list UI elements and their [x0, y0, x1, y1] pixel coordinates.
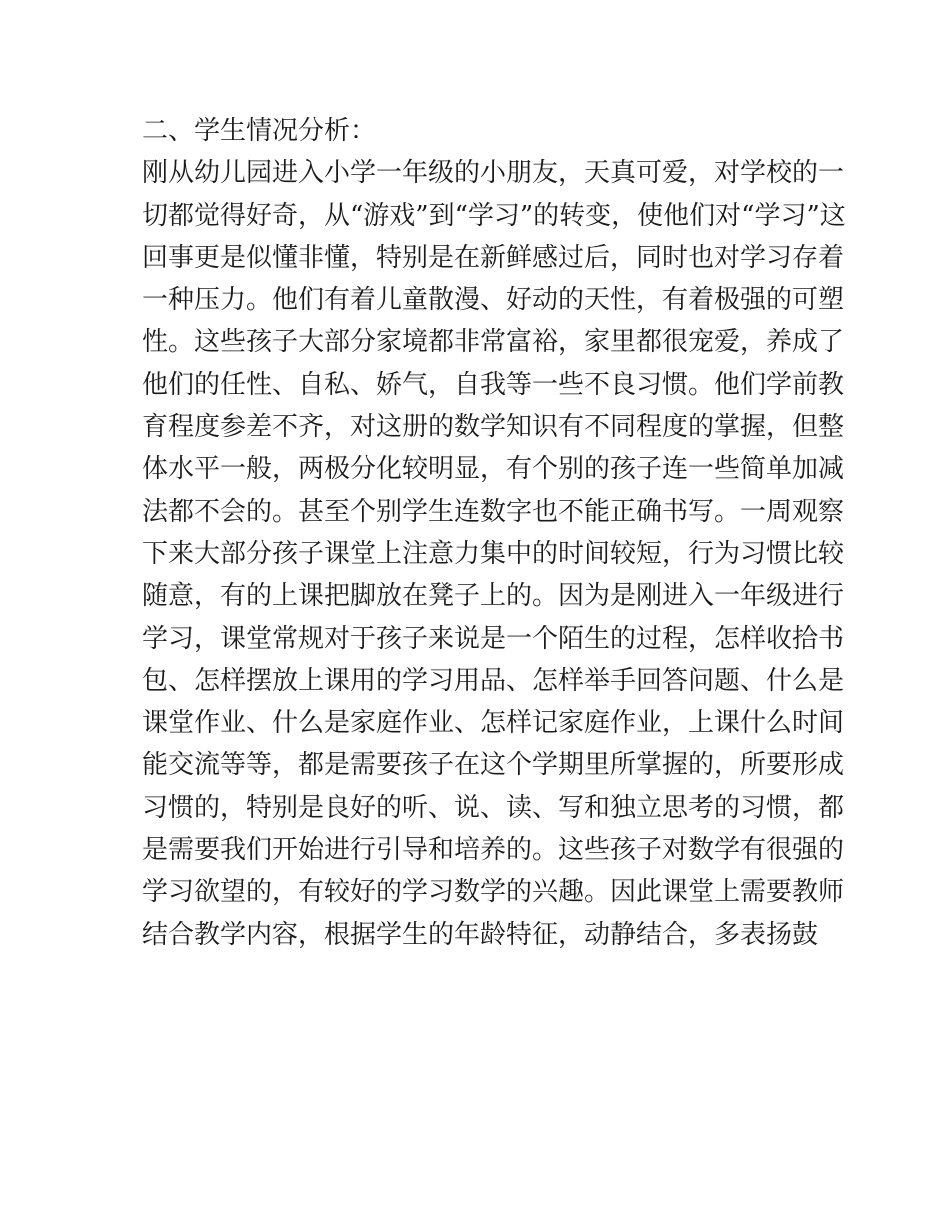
paragraph-line: 法都不会的。甚至个别学生连数字也不能正确书写。一周观察: [142, 496, 845, 527]
paragraph-line: 随意，有的上课把脚放在凳子上的。因为是刚进入一年级进行: [142, 581, 845, 612]
paragraph-line: 下来大部分孩子课堂上注意力集中的时间较短，行为习惯比较: [142, 538, 845, 569]
paragraph-line: 包、怎样摆放上课用的学习用品、怎样举手回答问题、什么是: [142, 665, 845, 696]
paragraph-line: 习惯的，特别是良好的听、说、读、写和独立思考的习惯，都: [142, 792, 845, 823]
paragraph-line: 切都觉得好奇，从“游戏”到“学习”的转变，使他们对“学习”这: [142, 200, 846, 231]
paragraph-line: 体水平一般，两极分化较明显，有个别的孩子连一些简单加减: [142, 454, 845, 485]
paragraph-line: 是需要我们开始进行引导和培养的。这些孩子对数学有很强的: [142, 835, 845, 866]
paragraph-line: 刚从幼儿园进入小学一年级的小朋友，天真可爱，对学校的一: [142, 158, 845, 189]
paragraph-line: 学习欲望的，有较好的学习数学的兴趣。因此课堂上需要教师: [142, 877, 845, 908]
body-text: [142, 110, 846, 956]
paragraph-line: 课堂作业、什么是家庭作业、怎样记家庭作业，上课什么时间: [142, 708, 845, 739]
paragraph-line: 性。这些孩子大部分家境都非常富裕，家里都很宠爱，养成了: [142, 327, 845, 358]
paragraph-line: 能交流等等，都是需要孩子在这个学期里所掌握的，所要形成: [142, 750, 845, 781]
paragraph-line: 育程度参差不齐，对这册的数学知识有不同程度的掌握，但整: [142, 412, 845, 443]
paragraph-line: 一种压力。他们有着儿童散漫、好动的天性，有着极强的可塑: [142, 285, 845, 316]
paragraph-line: 回事更是似懂非懂，特别是在新鲜感过后，同时也对学习存着: [142, 242, 845, 273]
section-heading: 二、学生情况分析：: [142, 116, 377, 146]
paragraph-line: 学习，课堂常规对于孩子来说是一个陌生的过程，怎样收拾书: [142, 623, 845, 654]
paragraph-line: 他们的任性、自私、娇气，自我等一些不良习惯。他们学前教: [142, 369, 845, 400]
paragraph-line: 结合教学内容，根据学生的年龄特征，动静结合，多表扬鼓: [142, 919, 819, 950]
